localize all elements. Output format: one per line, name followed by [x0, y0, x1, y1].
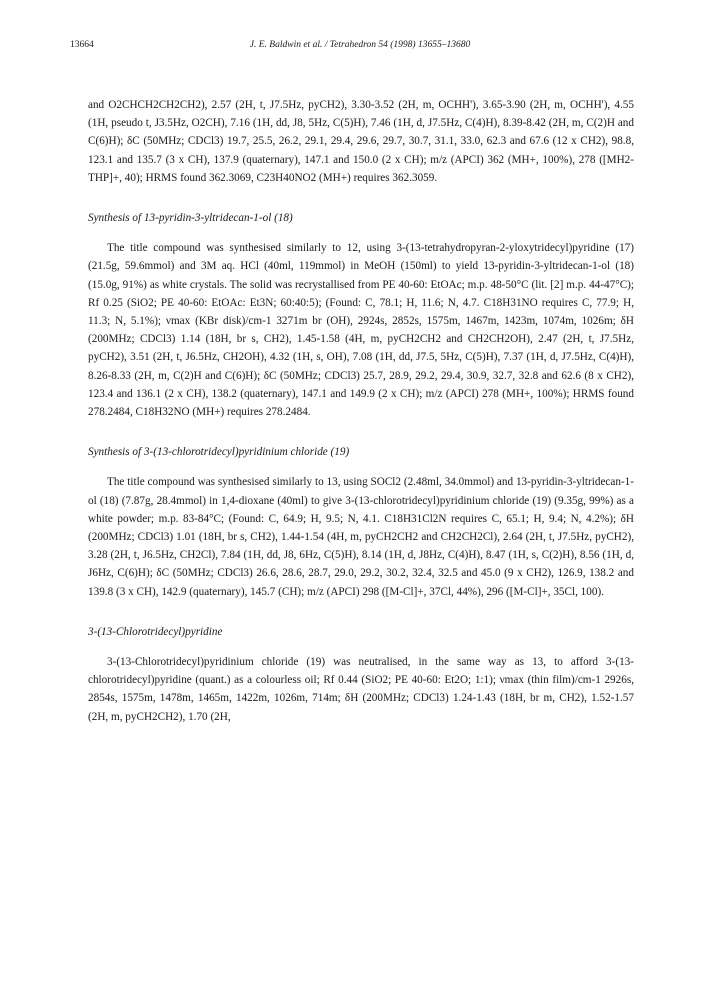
running-title: J. E. Baldwin et al. / Tetrahedron 54 (1998) 13655–13680 — [249, 40, 471, 50]
section-heading: Synthesis of 3-(13-chlorotridecyl)pyridinium chloride (19) — [88, 446, 350, 459]
section-heading: 3-(13-Chlorotridecyl)pyridine — [88, 625, 223, 638]
paragraph: The title compound was synthesised similarly to 13, using SOCl2 (2.48ml, 34.0mmol) and 13-pyridin-3-yltridecan-1-ol (18) (7.87g, 28.4mmol) in 1,4-dioxane (40ml) to give 3-(13-chlorotridecyl)pyridinium chloride (19) (9.35g, 99%) as a white powder; m.p. 83-84°C; (Found: C, 64.9; H, 9.5; N, 4.1. C18H31Cl2N requires C, 65.1; H, 9.4; N, 4.2%); δH (200MHz; CDCl3) 1.01 (18H, br s, CH2), 1.44-1.54 (4H, m, pyCH2CH2 and CH2CH2Cl), 2.64 (2H, t, J7.5Hz, pyCH2), 3.28 (2H, t, J6.5Hz, CH2Cl), 7.84 (1H, dd, J8, 6Hz, C(5)H), 8.14 (1H, d, J8Hz, C(4)H), 8.47 (1H, s, C(2)H), 8.56 (1H, d, J6Hz, C(6)H); δC (50MHz; CDCl3) 26.6, 28.6, 28.7, 29.0, 29.2, 30.2, 32.4, 32.5 and 45.0 (9 x CH2), 126.9, 138.2 and 139.8 (3 x CH), 142.9 (quaternary), 145.7 (CH); m/z (APCI) 298 ([M-Cl]+, 37Cl, 44%), 296 ([M-Cl]+, 35Cl, 100). — [88, 476, 634, 598]
paragraph: The title compound was synthesised similarly to 12, using 3-(13-tetrahydropyran-2-yloxytridecyl)pyridine (17) (21.5g, 59.6mmol) and 3M aq. HCl (40ml, 119mmol) in MeOH (150ml) to yield 13-pyridin-3-yltridecan-1-ol (18) (15.0g, 91%) as white crystals. The solid was recrystallised from PE 40-60: EtOAc; m.p. 48-50°C (lit. [2] m.p. 44-47°C); Rf 0.25 (SiO2; PE 40-60: EtOAc: Et3N; 60:40:5); (Found: C, 78.1; H, 11.6; N, 4.7. C18H31NO requires C, 77.9; H, 11.3; N, 5.1%); νmax (KBr disk)/cm-1 3271m br (OH), 2924s, 2852s, 1575m, 1467m, 1423m, 1074m, 1026m; δH (200MHz; CDCl3) 1.14 (18H, br s, CH2), 1.45-1.58 (4H, m, pyCH2CH2 and CH2CH2OH), 2.47 (2H, t, J7.5Hz, pyCH2), 3.51 (2H, t, J6.5Hz, CH2OH), 4.32 (1H, s, OH), 7.08 (1H, dd, J7.5, 5Hz, C(5)H), 7.37 (1H, d, J7.5Hz, C(4)H), 8.26-8.33 (2H, m, C(2)H and C(6)H); δC (50MHz; CDCl3) 25.7, 28.9, 29.2, 29.4, 30.9, 32.7, 32.8 and 62.6 (8 x CH2), 123.4 and 136.1 (2 x CH), 138.2 (quaternary), 147.1 and 149.9 (2 x CH); m/z (APCI) 278 (MH+, 100%); HRMS found 278.2484, C18H32NO (MH+) requires 278.2484. — [88, 242, 634, 419]
article-body — [88, 96, 634, 726]
paragraph: 3-(13-Chlorotridecyl)pyridinium chloride (19) was neutralised, in the same way as 13, to afford 3-(13-chlorotridecyl)pyridine (quant.) as a colourless oil; Rf 0.44 (SiO2; PE 40-60: Et2O; 1:1); νmax (thin film)/cm-1 2926s, 2854s, 1575m, 1478m, 1465m, 1422m, 1026m, 714m; δH (200MHz; CDCl3) 1.24-1.43 (18H, br m, CH2), 1.52-1.57 (2H, m, pyCH2CH2), 1.70 (2H, — [88, 656, 634, 723]
paragraph-continuation: and O2CHCH2CH2CH2), 2.57 (2H, t, J7.5Hz, pyCH2), 3.30-3.52 (2H, m, OCHH'), 3.65-3.90 (2H, m, OCHH'), 4.55 (1H, pseudo t, J3.5Hz, O2CH), 7.16 (1H, dd, J8, 5Hz, C(5)H), 7.46 (1H, d, J7.5Hz, C(4)H), 8.39-8.42 (2H, m, C(2)H and C(6)H); δC (50MHz; CDCl3) 19.7, 25.5, 26.2, 29.1, 29.4, 29.6, 29.7, 30.7, 31.1, 33.0, 62.3 and 67.6 (12 x CH2), 98.8, 123.1 and 135.7 (3 x CH), 137.9 (quaternary), 147.1 and 150.0 (2 x CH); m/z (APCI) 362 (MH+, 100%), 278 ([MH2-THP]+, 40); HRMS found 362.3069, C23H40NO2 (MH+) requires 362.3059. — [88, 99, 634, 184]
section-heading: Synthesis of 13-pyridin-3-yltridecan-1-ol (18) — [88, 212, 293, 225]
page-number: 13664 — [70, 40, 94, 50]
running-header — [70, 40, 650, 56]
